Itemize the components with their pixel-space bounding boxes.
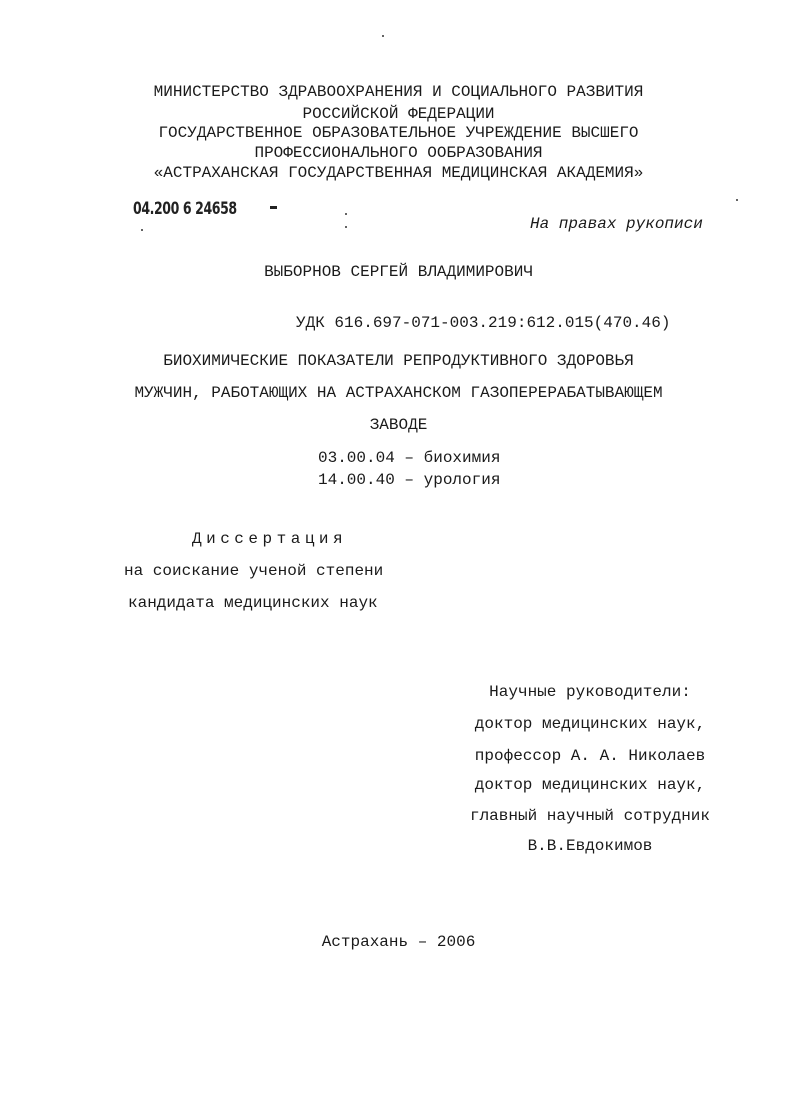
dissertation-degree-line: на соискание ученой степени	[124, 562, 384, 580]
registry-stamp: 04.200 6 24658	[133, 199, 237, 219]
city-year: Астрахань – 2006	[321, 933, 476, 951]
udc-code: УДК 616.697-071-003.219:612.015(470.46)	[296, 314, 671, 332]
supervisor-2-position: главный научный сотрудник	[469, 807, 711, 825]
institution-line-2: ПРОФЕССИОНАЛЬНОГО ООБРАЗОВАНИЯ	[254, 144, 543, 162]
supervisor-1-degree: доктор медицинских наук,	[474, 715, 706, 733]
stamp-mark	[270, 206, 277, 209]
scan-speck	[345, 226, 347, 228]
supervisors-heading: Научные руководители:	[489, 683, 691, 701]
title-line-1: БИОХИМИЧЕСКИЕ ПОКАЗАТЕЛИ РЕПРОДУКТИВНОГО ЗДОРОВЬЯ	[163, 352, 634, 370]
supervisor-2-degree: доктор медицинских наук,	[474, 776, 706, 794]
scan-speck	[736, 199, 738, 201]
academy-name: «АСТРАХАНСКАЯ ГОСУДАРСТВЕННАЯ МЕДИЦИНСКАЯ АКАДЕМИЯ»	[153, 164, 644, 182]
title-line-2: МУЖЧИН, РАБОТАЮЩИХ НА АСТРАХАНСКОМ ГАЗОПЕРЕРАБАТЫВАЮЩЕМ	[134, 384, 663, 402]
ministry-line-1: МИНИСТЕРСТВО ЗДРАВООХРАНЕНИЯ И СОЦИАЛЬНОГО РАЗВИТИЯ	[153, 83, 644, 101]
specialty-biochemistry: 03.00.04 – биохимия	[318, 449, 501, 467]
author-name: ВЫБОРНОВ СЕРГЕЙ ВЛАДИМИРОВИЧ	[264, 263, 533, 281]
scan-speck	[382, 35, 384, 37]
manuscript-rights: На правах рукописи	[530, 215, 703, 233]
scan-speck	[345, 213, 347, 215]
dissertation-label: Диссертация	[192, 530, 348, 548]
institution-line-1: ГОСУДАРСТВЕННОЕ ОБРАЗОВАТЕЛЬНОЕ УЧРЕЖДЕНИЕ ВЫСШЕГО	[158, 124, 639, 142]
ministry-line-2: РОССИЙСКОЙ ФЕДЕРАЦИИ	[302, 105, 495, 123]
scan-speck	[141, 229, 143, 231]
supervisor-1-name: профессор А. А. Николаев	[474, 747, 706, 765]
title-line-3: ЗАВОДЕ	[369, 416, 428, 434]
supervisor-2-name: В.В.Евдокимов	[527, 837, 653, 855]
dissertation-field-line: кандидата медицинских наук	[128, 594, 378, 612]
specialty-urology: 14.00.40 – урология	[318, 471, 501, 489]
